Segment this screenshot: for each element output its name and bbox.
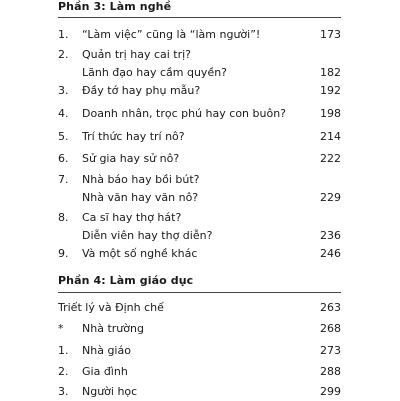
entry-page-number: 214 [320,130,341,143]
toc-entry [58,299,341,317]
toc-entry [58,320,341,338]
toc-entry [58,26,341,44]
entry-page-number: 236 [320,229,341,242]
entry-title: Đầy tớ hay phụ mẫu? [82,84,201,97]
entry-title: “Làm việc” cũng là “làm người”! [82,28,261,41]
entry-title: Doanh nhân, trọc phú hay con buôn? [82,107,287,120]
entry-page-number: 222 [320,152,341,165]
entry-page-number: 263 [320,301,341,314]
toc-entry [58,245,341,263]
toc-entry [58,171,341,207]
entry-number: 9. [58,247,69,260]
entry-title-line2: Lãnh đạo hay cầm quyền? [82,66,228,79]
entry-page-number: 173 [320,28,341,41]
toc-entry [58,105,341,123]
entry-number: 1. [58,28,69,41]
entry-number: 8. [58,211,69,224]
entry-number: 3. [58,84,69,97]
entry-page-number: 229 [320,191,341,204]
toc-entry [58,342,341,360]
entry-number: * [58,322,64,335]
entry-page-number: 288 [320,365,341,378]
entry-number: 1. [58,344,69,357]
toc-entry [58,82,341,100]
entry-title: Nhà trường [82,322,144,335]
entry-number: 4. [58,107,69,120]
entry-number: 7. [58,173,69,186]
entry-title: Người học [82,385,138,398]
entry-title: Quản trị hay cai trị? [82,48,192,61]
entry-page-number: 198 [320,107,341,120]
entry-title: Nhà giáo [82,344,131,357]
entry-number: 2. [58,48,69,61]
entry-title: Sử gia hay sử nô? [82,152,180,165]
entry-number: 3. [58,385,69,398]
entry-page-number: 273 [320,344,341,357]
entry-number: 2. [58,365,69,378]
entry-title: Ca sĩ hay thợ hát? [82,211,182,224]
entry-number: 5. [58,130,69,143]
section-divider [58,17,341,18]
entry-title: Và một số nghề khác [82,247,198,260]
toc-entry [58,209,341,245]
section-heading: Phần 3: Làm nghề [58,0,172,13]
entry-title-line2: Diễn viên hay thợ diễn? [82,229,213,242]
toc-entry [58,46,341,82]
section-heading: Phần 4: Làm giáo dục [58,274,194,287]
toc-entry [58,363,341,381]
toc-entry [58,150,341,168]
entry-page-number: 182 [320,66,341,79]
toc-entry [58,128,341,146]
entry-title: Triết lý và Định chế [58,301,164,314]
entry-title: Trí thức hay trí nô? [82,130,185,143]
entry-title: Nhà báo hay bồi bút? [82,173,200,186]
section-divider [58,292,341,293]
entry-page-number: 299 [320,385,341,398]
entry-title: Gia đình [82,365,128,378]
entry-number: 6. [58,152,69,165]
entry-page-number: 268 [320,322,341,335]
toc-entry [58,383,341,400]
entry-title-line2: Nhà văn hay văn nô? [82,191,199,204]
entry-page-number: 192 [320,84,341,97]
entry-page-number: 246 [320,247,341,260]
